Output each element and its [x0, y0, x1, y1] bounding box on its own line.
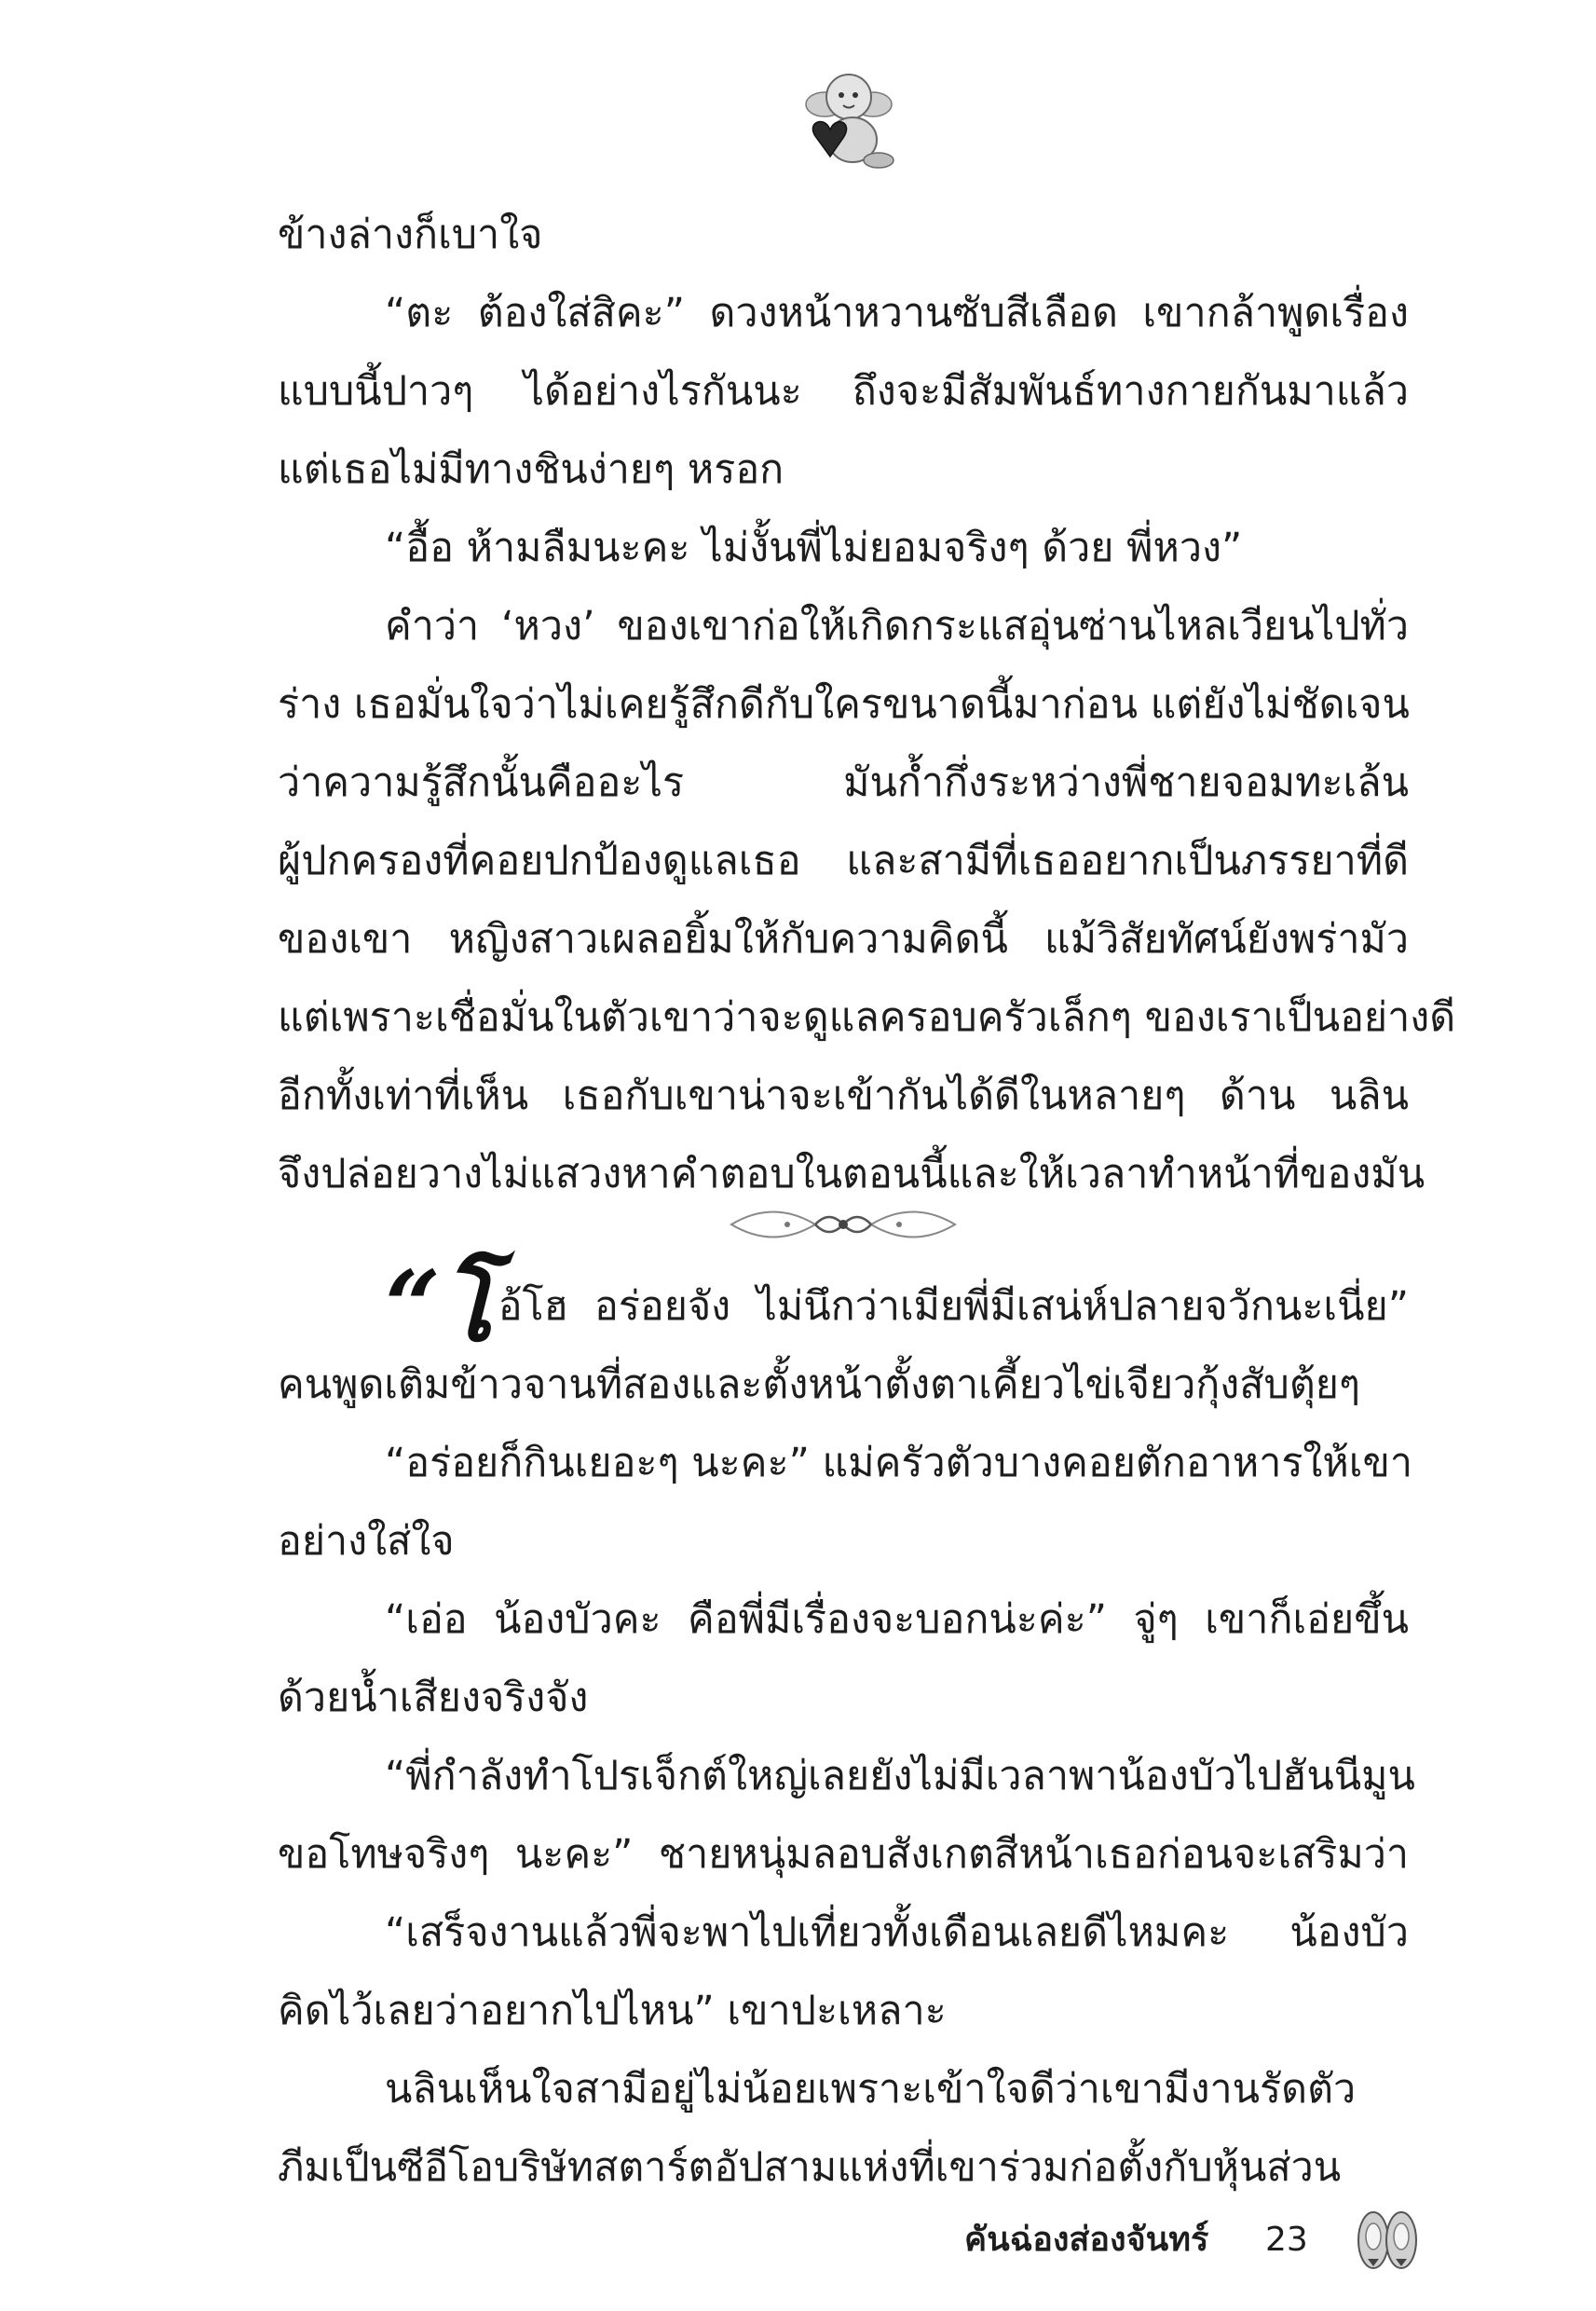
text-line: แต่เพราะเชื่อมั่นในตัวเขาว่าจะดูแลครอบครัวเล็กๆ ของเราเป็นอย่างดี [278, 994, 1456, 1041]
text-line: ด้วยน้ำเสียงจริงจัง [278, 1675, 589, 1721]
text-line: ข้างล่างก็เบาใจ [278, 212, 543, 258]
text-line: แต่เธอไม่มีทางชินง่ายๆ หรอก [278, 446, 784, 493]
section-divider-ornament [722, 1202, 964, 1247]
text-line: “เอ่อ น้องบัวคะ คือพี่มีเรื่องจะบอกน่ะค่ะ” จู่ๆ เขาก็เอ่ยขึ้น [385, 1596, 1409, 1643]
text-line: อ้โฮ อร่อยจัง ไม่นึกว่าเมียพี่มีเสน่ห์ปลายจวักนะเนี่ย” [498, 1283, 1409, 1330]
text-line: ขอโทษจริงๆ นะคะ” ชายหนุ่มลอบสังเกตสีหน้าเธอก่อนจะเสริมว่า [278, 1831, 1409, 1878]
text-line: อีกทั้งเท่าที่เห็น เธอกับเขาน่าจะเข้ากันได้ดีในหลายๆ ด้าน นลิน [278, 1073, 1409, 1119]
cherub-with-heart-illustration [797, 63, 899, 173]
text-line: “ตะ ต้องใส่สิคะ” ดวงหน้าหวานซับสีเลือด เขากล้าพูดเรื่อง [385, 290, 1409, 336]
text-line: คำว่า ‘หวง’ ของเขาก่อให้เกิดกระแสอุ่นซ่านไหลเวียนไปทั่ว [385, 603, 1409, 650]
text-line: ร่าง เธอมั่นใจว่าไม่เคยรู้สึกดีกับใครขนาดนี้มาก่อน แต่ยังไม่ชัดเจน [278, 681, 1410, 728]
text-line: “เสร็จงานแล้วพี่จะพาไปเที่ยวทั้งเดือนเลยดีไหมคะ น้องบัว [385, 1909, 1409, 1956]
text-line: “อื้อ ห้ามลืมนะคะ ไม่งั้นพี่ไม่ยอมจริงๆ ด้วย พี่หวง” [385, 525, 1243, 571]
text-line: แบบนี้ปาวๆ ได้อย่างไรกันนะ ถึงจะมีสัมพันธ์ทางกายกันมาแล้ว [278, 368, 1409, 415]
page-number: 23 [1265, 2221, 1308, 2259]
text-line: นลินเห็นใจสามีอยู่ไม่น้อยเพราะเข้าใจดีว่าเขามีงานรัดตัว [385, 2066, 1357, 2113]
drop-cap: “โ [385, 1249, 493, 1363]
text-line: ภีมเป็นซีอีโอบริษัทสตาร์ตอัปสามแห่งที่เขาร่วมก่อตั้งกับหุ้นส่วน [278, 2144, 1342, 2191]
text-line: ของเขา หญิงสาวเผลอยิ้มให้กับความคิดนี้ แม้วิสัยทัศน์ยังพร่ามัว [278, 916, 1409, 963]
text-line: จึงปล่อยวางไม่แสวงหาคำตอบในตอนนี้และให้เวลาทำหน้าที่ของมัน [278, 1151, 1425, 1197]
text-line: คนพูดเติมข้าวจานที่สองและตั้งหน้าตั้งตาเคี้ยวไข่เจียวกุ้งสับตุ้ยๆ [278, 1361, 1361, 1408]
text-line: อย่างใส่ใจ [278, 1518, 455, 1565]
text-line: คิดไว้เลยว่าอยากไปไหน” เขาปะเหลาะ [278, 1988, 947, 2034]
text-line: “พี่กำลังทำโปรเจ็กต์ใหญ่เลยยังไม่มีเวลาพาน้องบัวไปฮันนีมูน [385, 1753, 1415, 1799]
text-line: “อร่อยก็กินเยอะๆ นะคะ” แม่ครัวตัวบางคอยตักอาหารให้เขา [385, 1440, 1413, 1486]
footer-book-title: คันฉ่องส่องจันทร์ [964, 2221, 1209, 2259]
shoes-icon [1349, 2199, 1424, 2276]
text-line: ว่าความรู้สึกนั้นคืออะไร มันก้ำกึ่งระหว่างพี่ชายจอมทะเล้น [278, 759, 1409, 806]
text-line: ผู้ปกครองที่คอยปกป้องดูแลเธอ และสามีที่เธออยากเป็นภรรยาที่ดี [278, 838, 1409, 884]
dropcap-paragraph-line [385, 1249, 1409, 1363]
